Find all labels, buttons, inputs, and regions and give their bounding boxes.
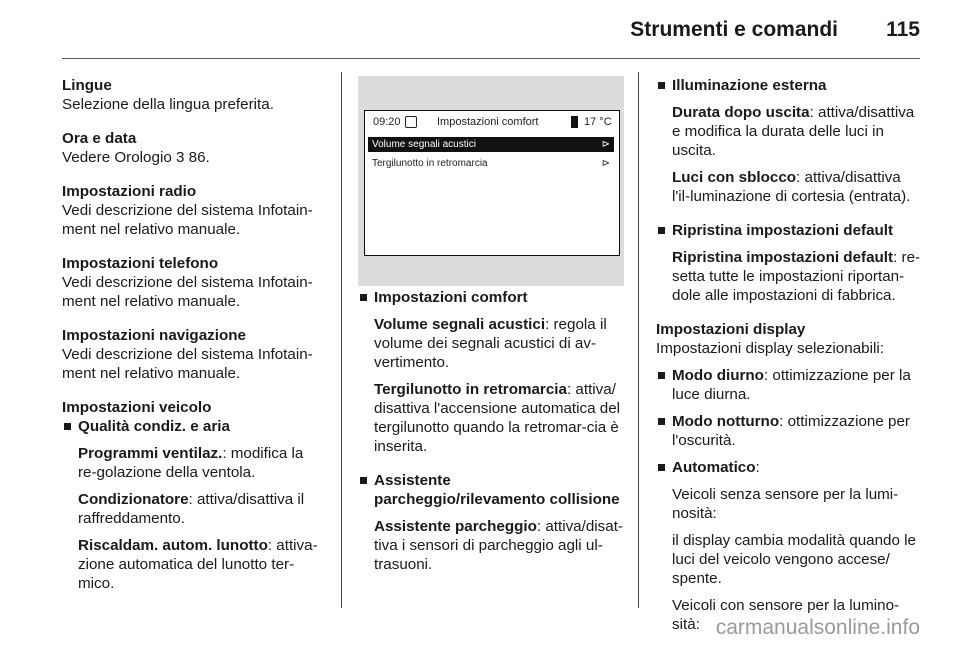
bullet-item: Assistente parcheggio/rilevamento collisione [358, 471, 624, 509]
setting-item: Condizionatore: attiva/disattiva il raffreddamento. [78, 491, 305, 527]
section-text: ment nel relativo manuale. [62, 365, 241, 382]
section-title: Ora e data [62, 130, 137, 147]
setting-item: Assistente parcheggio: attiva/disat-tiva i sensori di parcheggio agli ul-trasuoni. [374, 518, 623, 573]
chevron-right-icon: ⊳ [601, 139, 610, 150]
section-ripristina [656, 221, 922, 305]
column-divider [638, 72, 639, 608]
page-ref: 86. [184, 149, 210, 166]
bullet-body [62, 444, 326, 593]
setting-item: Luci con sblocco: attiva/disattiva l'il-luminazione di cortesia (entrata). [672, 169, 911, 205]
phone-icon [571, 116, 578, 128]
clock-icon [405, 116, 417, 128]
section-telefono [62, 254, 326, 311]
bullet-item: Ripristina impostazioni default [656, 221, 922, 240]
section-display [656, 320, 922, 634]
bullet-body [656, 248, 922, 305]
section-navigazione [62, 326, 326, 383]
section-lingue [62, 76, 326, 114]
bullet-body [358, 315, 624, 456]
bullet-item: Illuminazione esterna [656, 76, 922, 95]
setting-item: Volume segnali acustici: regola il volume dei segnali acustici di av-vertimento. [374, 316, 607, 371]
header-rule [62, 58, 920, 59]
column-3 [656, 76, 922, 649]
display-time: 09:20 [373, 116, 401, 128]
bullet-item: Qualità condiz. e aria [62, 417, 326, 436]
section-text: Vedi descrizione del sistema Infotain- [62, 346, 313, 363]
section-text: ment nel relativo manuale. [62, 221, 241, 238]
page-ref-icon: 3 [175, 149, 185, 166]
setting-item: Ripristina impostazioni default: re-setta tutte le impostazioni riportan-dole alle impostazioni di fabbrica. [672, 249, 921, 304]
setting-item: Tergilunotto in retromarcia: attiva/ disattiva l'accensione automatica del tergilunotto quando la retromar-cia è inserita. [374, 381, 621, 455]
bullet-body [358, 517, 624, 574]
chevron-right-icon: ⊳ [601, 158, 610, 169]
section-veicolo [62, 398, 326, 593]
section-title: Impostazioni telefono [62, 255, 219, 272]
display-title: Impostazioni comfort [437, 116, 539, 128]
column-2 [358, 288, 624, 589]
bullet-item: Automatico: [656, 458, 922, 477]
bullet-body [656, 485, 922, 634]
display-screen [364, 110, 620, 256]
setting-item: Riscaldam. autom. lunotto: attiva-zione automatica del lunotto ter-mico. [78, 537, 318, 592]
section-text: Impostazioni display selezionabili: [656, 340, 884, 357]
section-comfort [358, 288, 624, 456]
section-title: Impostazioni radio [62, 183, 197, 200]
section-illuminazione [656, 76, 922, 206]
page-number: 115 [886, 18, 920, 41]
section-parcheggio [358, 471, 624, 574]
paragraph: Veicoli senza sensore per la lumi-nosità: [672, 486, 899, 522]
section-title: Lingue [62, 77, 112, 94]
display-status-bar [365, 111, 619, 133]
display-temperature: 17 °C [584, 116, 612, 128]
section-title: Impostazioni navigazione [62, 327, 246, 344]
display-menu-item-selected: Volume segnali acustici ⊳ [368, 137, 614, 152]
bullet-item: Modo notturno: ottimizzazione per l'oscurità. [656, 412, 922, 450]
section-text: ment nel relativo manuale. [62, 293, 241, 310]
chapter-title: Strumenti e comandi [630, 18, 838, 41]
section-title: Impostazioni display [656, 321, 806, 338]
section-ora-data [62, 129, 326, 167]
column-1 [62, 76, 326, 608]
section-text: Selezione della lingua preferita. [62, 96, 274, 113]
section-text: Vedi descrizione del sistema Infotain- [62, 202, 313, 219]
watermark: carmanualsonline.info [715, 616, 920, 639]
display-illustration [358, 76, 624, 286]
setting-item: Programmi ventilaz.: modifica la re-golazione della ventola. [78, 445, 304, 481]
page-header [0, 0, 960, 58]
bullet-item: Impostazioni comfort [358, 288, 624, 307]
section-radio [62, 182, 326, 239]
bullet-body [656, 103, 922, 206]
column-divider [341, 72, 342, 608]
section-text: Vedere Orologio 3 86. [62, 149, 210, 166]
section-text: Vedi descrizione del sistema Infotain- [62, 274, 313, 291]
section-title: Impostazioni veicolo [62, 399, 212, 416]
paragraph: il display cambia modalità quando le luci del veicolo vengono accese/ spente. [672, 532, 916, 587]
display-menu-item: Tergilunotto in retromarcia ⊳ [372, 158, 610, 169]
paragraph: Veicoli con sensore per la lumino-sità: [672, 597, 900, 633]
setting-item: Durata dopo uscita: attiva/disattiva e modifica la durata delle luci in uscita. [672, 104, 915, 159]
bullet-item: Modo diurno: ottimizzazione per la luce diurna. [656, 366, 922, 404]
